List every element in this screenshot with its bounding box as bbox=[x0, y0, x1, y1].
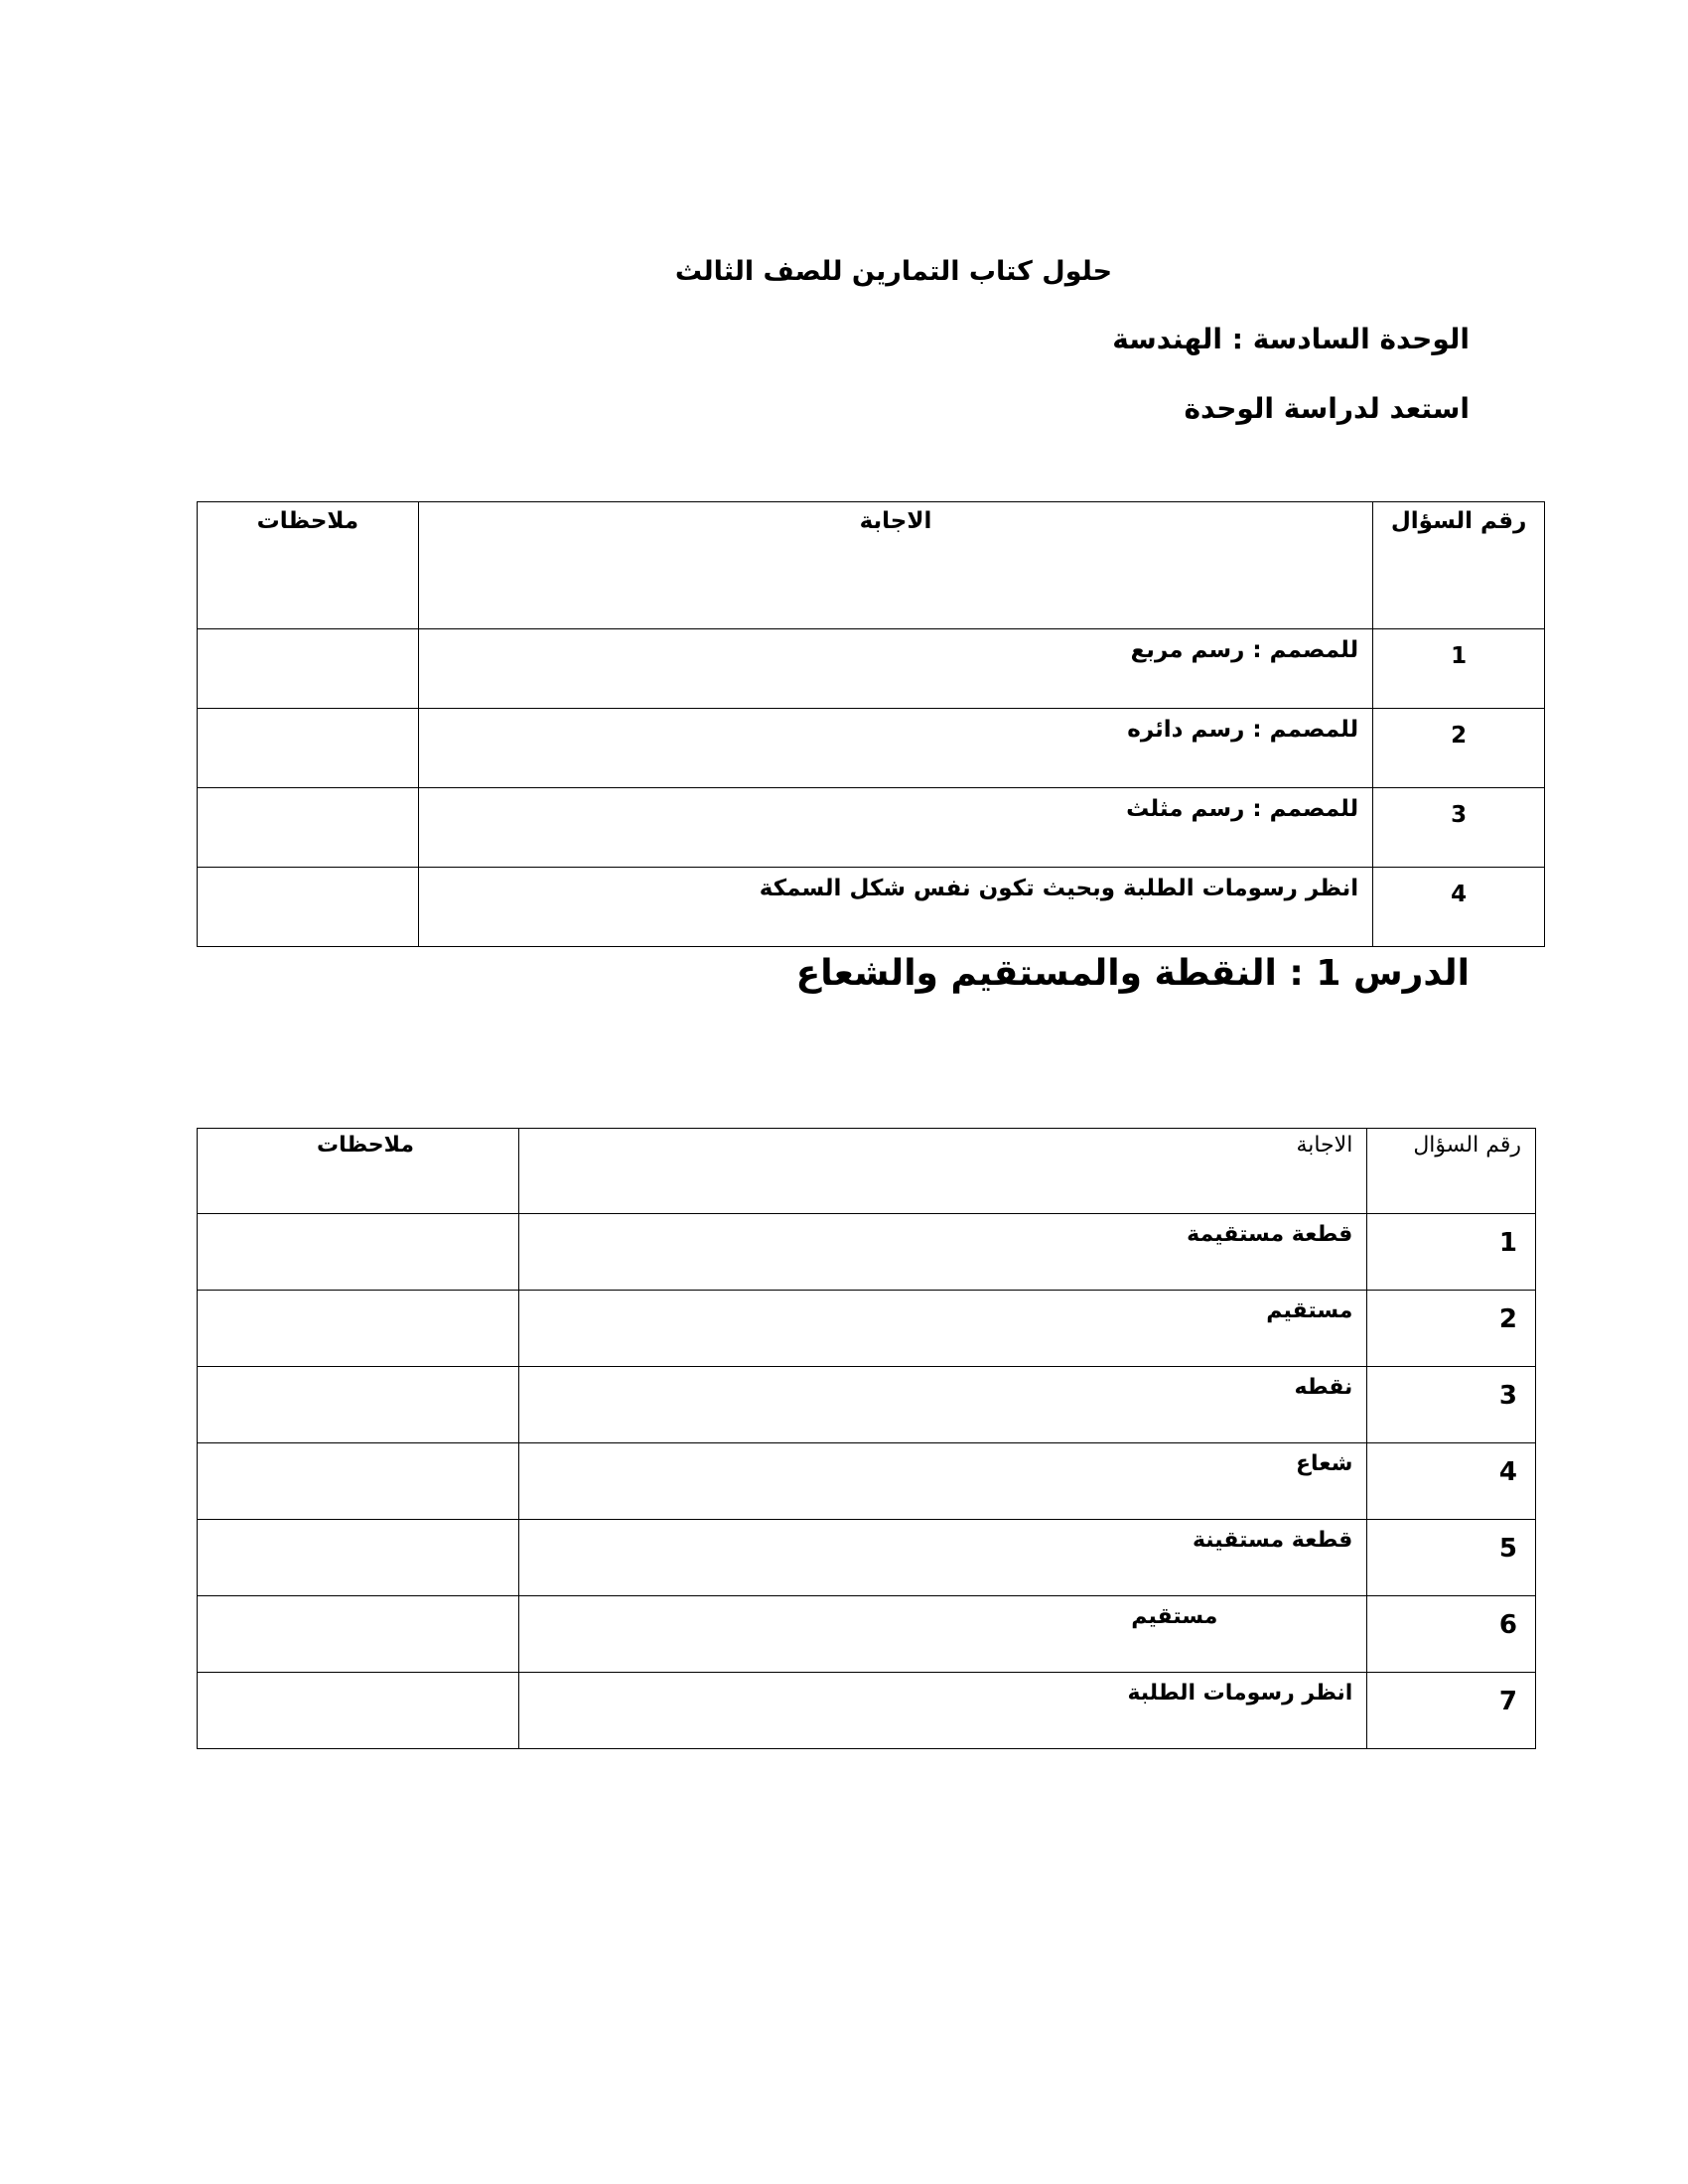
question-number: 6 bbox=[1367, 1596, 1536, 1673]
lesson-heading: الدرس 1 : النقطة والمستقيم والشعاع bbox=[795, 953, 1470, 994]
table-row bbox=[198, 788, 1545, 868]
answer-cell: للمصمم : رسم مربع bbox=[418, 629, 1372, 709]
header-notes: ملاحظات bbox=[198, 502, 419, 629]
answer-cell: انظر رسومات الطلبة bbox=[518, 1673, 1367, 1749]
unit-heading: الوحدة السادسة : الهندسة bbox=[1112, 323, 1470, 355]
question-number: 2 bbox=[1367, 1291, 1536, 1367]
table-row bbox=[198, 1443, 1536, 1520]
answer-cell: مستقيم bbox=[518, 1291, 1367, 1367]
answer-cell: للمصمم : رسم مثلث bbox=[418, 788, 1372, 868]
notes-cell bbox=[198, 1520, 519, 1596]
question-number: 3 bbox=[1373, 788, 1545, 868]
answers-table-lesson-1 bbox=[197, 1128, 1536, 1749]
question-number: 4 bbox=[1373, 868, 1545, 947]
notes-cell bbox=[198, 1443, 519, 1520]
answers-table-prepare bbox=[197, 501, 1545, 947]
table-row bbox=[198, 629, 1545, 709]
header-notes: ملاحظات bbox=[198, 1129, 519, 1214]
question-number: 4 bbox=[1367, 1443, 1536, 1520]
header-question-number: رقم السؤال bbox=[1367, 1129, 1536, 1214]
notes-cell bbox=[198, 1367, 519, 1443]
question-number: 1 bbox=[1373, 629, 1545, 709]
notes-cell bbox=[198, 1673, 519, 1749]
question-number: 3 bbox=[1367, 1367, 1536, 1443]
table-row bbox=[198, 1673, 1536, 1749]
table-header-row bbox=[198, 502, 1545, 629]
notes-cell bbox=[198, 1291, 519, 1367]
question-number: 1 bbox=[1367, 1214, 1536, 1291]
table-row bbox=[198, 1214, 1536, 1291]
table-row bbox=[198, 1291, 1536, 1367]
answer-cell: للمصمم : رسم دائره bbox=[418, 709, 1372, 788]
question-number: 5 bbox=[1367, 1520, 1536, 1596]
question-number: 7 bbox=[1367, 1673, 1536, 1749]
notes-cell bbox=[198, 868, 419, 947]
table-header-row bbox=[198, 1129, 1536, 1214]
answer-cell: شعاع bbox=[518, 1443, 1367, 1520]
header-question-number: رقم السؤال bbox=[1373, 502, 1545, 629]
prepare-heading: استعد لدراسة الوحدة bbox=[1184, 392, 1470, 425]
notes-cell bbox=[198, 1214, 519, 1291]
notes-cell bbox=[198, 788, 419, 868]
table-row bbox=[198, 1596, 1536, 1673]
notes-cell bbox=[198, 629, 419, 709]
table-row bbox=[198, 868, 1545, 947]
table-row bbox=[198, 1520, 1536, 1596]
answer-cell: نقطه bbox=[518, 1367, 1367, 1443]
notes-cell bbox=[198, 1596, 519, 1673]
answer-cell: انظر رسومات الطلبة وبحيث تكون نفس شكل السمكة bbox=[418, 868, 1372, 947]
notes-cell bbox=[198, 709, 419, 788]
answer-cell: قطعة مستقيمة bbox=[518, 1214, 1367, 1291]
header-answer: الاجابة bbox=[418, 502, 1372, 629]
answer-cell: قطعة مستقينة bbox=[518, 1520, 1367, 1596]
table-row bbox=[198, 709, 1545, 788]
document-title: حلول كتاب التمارين للصف الثالث bbox=[674, 256, 1113, 287]
header-answer: الاجابة bbox=[518, 1129, 1367, 1214]
table-row bbox=[198, 1367, 1536, 1443]
question-number: 2 bbox=[1373, 709, 1545, 788]
answer-cell: مستقيم bbox=[518, 1596, 1367, 1673]
